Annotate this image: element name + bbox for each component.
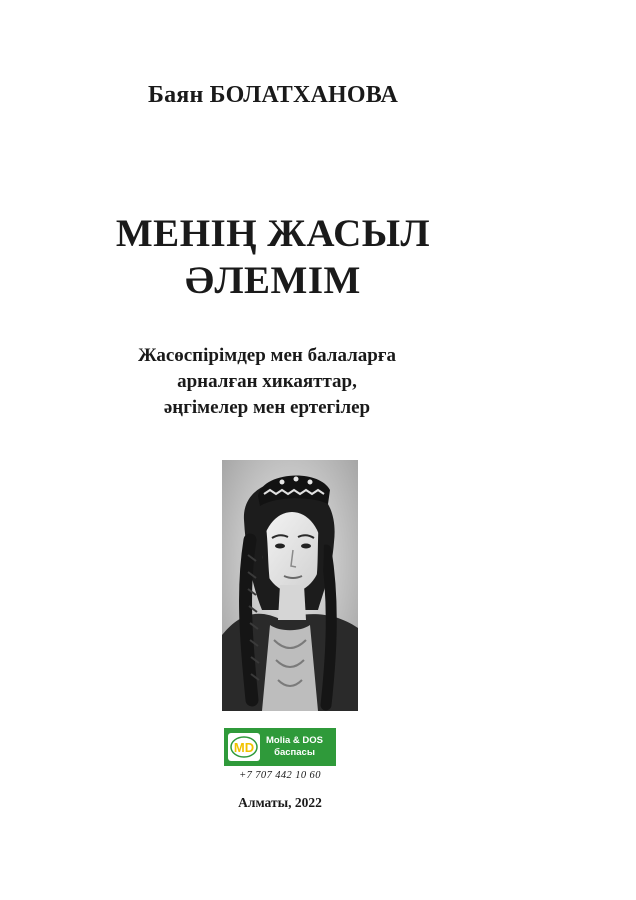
portrait-photo-image xyxy=(222,460,358,711)
book-title-line-2: ӘЛЕМІМ xyxy=(185,259,361,302)
book-subtitle-line-2: арналған хикаяттар, xyxy=(177,371,357,392)
city-year: Алматы, 2022 xyxy=(238,795,322,810)
book-subtitle-line-1: Жасөспірімдер мен балаларға xyxy=(138,345,396,366)
publisher-md-icon xyxy=(228,733,260,761)
book-title-line-1: МЕНІҢ ЖАСЫЛ xyxy=(115,212,431,255)
publisher-logo xyxy=(224,728,336,766)
book-subtitle xyxy=(0,343,534,421)
publisher-logo-letters: MD xyxy=(233,740,255,755)
publisher-name-line-2: баспасы xyxy=(274,747,315,758)
portrait-photo xyxy=(222,460,358,711)
book-title xyxy=(0,210,546,304)
author-name: Баян БОЛАТХАНОВА xyxy=(148,82,398,108)
publisher-name xyxy=(266,735,323,759)
publisher-name-line-1: Molia & DOS xyxy=(266,735,324,746)
book-subtitle-line-3: әңгімелер мен ертегілер xyxy=(163,397,371,418)
publisher-phone: +7 707 442 10 60 xyxy=(239,770,321,781)
